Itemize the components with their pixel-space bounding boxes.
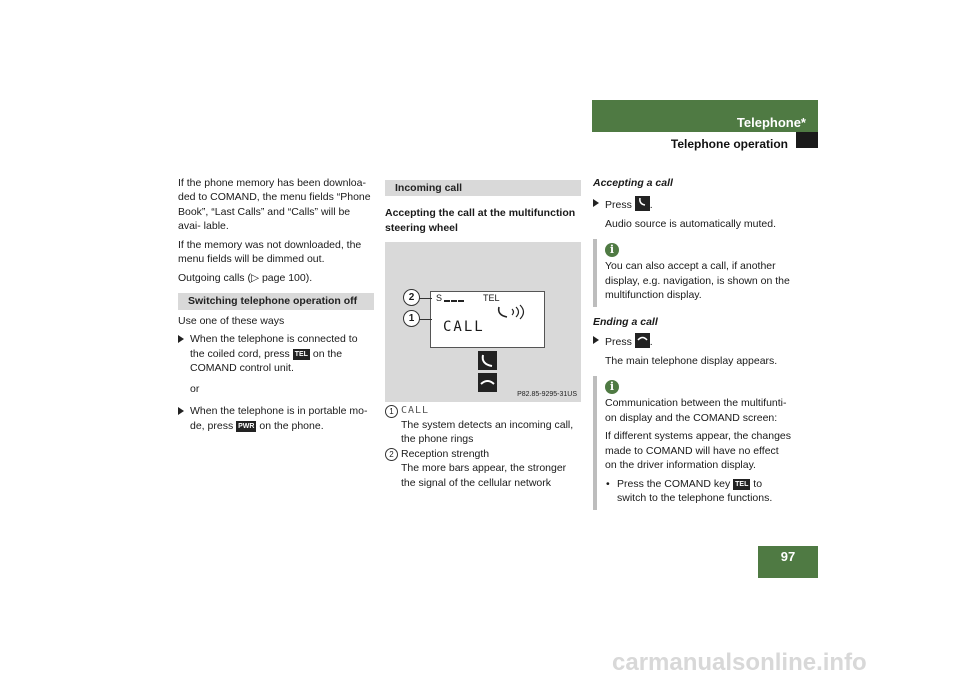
paragraph: Outgoing calls (▷ page 100).	[178, 271, 313, 284]
legend-number: 1	[385, 405, 398, 418]
chapter-title: Telephone*	[736, 115, 806, 130]
accept-call-key-icon	[635, 196, 650, 211]
legend-title: Reception strength	[401, 447, 490, 460]
signal-label: S	[436, 293, 443, 303]
arrow-bullet-icon	[593, 199, 599, 207]
end-call-button-icon	[478, 373, 497, 392]
display-figure	[385, 242, 581, 402]
legend-title: CALL	[401, 405, 430, 416]
legend-number: 2	[385, 448, 398, 461]
or-text: or	[190, 382, 200, 395]
info-icon: i	[605, 380, 619, 394]
section-header-incoming-call: Incoming call	[385, 180, 581, 196]
leader-line	[418, 298, 432, 299]
watermark: carmanualsonline.info	[612, 649, 867, 676]
accept-heading: Accepting a call	[593, 177, 673, 189]
column-2	[385, 180, 581, 235]
multifunction-display	[430, 291, 545, 348]
info-icon: i	[605, 243, 619, 257]
bullet-item: Press .	[593, 333, 793, 349]
info-bullet: • Press the COMAND key TEL to switch to the telephone functions.	[606, 477, 773, 505]
subheading: Accepting the call at the multifunction steering wheel	[385, 207, 576, 234]
leader-line	[418, 319, 432, 320]
section-header-switch-off: Switching telephone operation off	[178, 293, 374, 309]
pwr-key-icon: PWR	[238, 422, 255, 430]
column-3	[593, 176, 793, 510]
ringing-phone-icon	[495, 303, 525, 325]
legend-item	[385, 447, 581, 490]
arrow-bullet-icon	[178, 407, 184, 415]
paragraph: If the memory was not downloaded, the menu fields will be dimmed out.	[178, 238, 362, 266]
callout-1: 1	[403, 310, 420, 327]
header-marker	[796, 132, 818, 148]
legend-item	[385, 404, 581, 447]
tel-key-icon: TEL	[735, 480, 749, 488]
figure-legend	[385, 404, 581, 490]
info-text: Communication between the multifunti- on display and the COMAND screen:	[605, 397, 787, 424]
header-bar	[592, 100, 818, 132]
info-box	[593, 376, 793, 509]
paragraph: Audio source is automatically muted.	[605, 217, 776, 230]
accept-call-button-icon	[478, 351, 497, 370]
arrow-bullet-icon	[593, 336, 599, 344]
page-number-box	[758, 546, 818, 578]
call-text: CALL	[443, 319, 485, 335]
end-heading: Ending a call	[593, 315, 658, 328]
bullet-item: Press .	[593, 196, 793, 212]
bullet-item: When the telephone is connected to the coiled cord, press TEL on the COMAND control unit.	[178, 332, 374, 375]
legend-text: The system detects an incoming call, the phone rings	[401, 418, 574, 446]
signal-bars-icon	[444, 297, 464, 302]
paragraph: If the phone memory has been downloa- ded to COMAND, the menu fields “Phone Book”, “Last Calls” and “Calls” will be avai- lable.	[178, 177, 371, 233]
info-text: If different systems appear, the changes made to COMAND will have no effect on the driver information display.	[605, 430, 792, 472]
tel-key-icon: TEL	[294, 350, 308, 358]
info-text: You can also accept a call, if another display, e.g. navigation, is shown on the multifunction display.	[605, 260, 790, 302]
paragraph: The main telephone display appears.	[605, 354, 778, 367]
figure-id: P82.85-9295-31US	[517, 391, 577, 399]
legend-text: The more bars appear, the stronger the signal of the cellular network	[401, 462, 567, 489]
arrow-bullet-icon	[178, 335, 184, 343]
callout-2: 2	[403, 289, 420, 306]
tel-label: TEL	[483, 293, 500, 303]
section-title: Telephone operation	[670, 137, 788, 151]
bullet-item: When the telephone is in portable mo- de, press PWR on the phone.	[178, 404, 374, 433]
column-1	[178, 176, 374, 437]
paragraph: Use one of these ways	[178, 314, 285, 327]
dot-bullet-icon: •	[606, 477, 610, 490]
page-number: 97	[780, 549, 796, 564]
end-call-key-icon	[635, 333, 650, 348]
info-box	[593, 239, 793, 306]
